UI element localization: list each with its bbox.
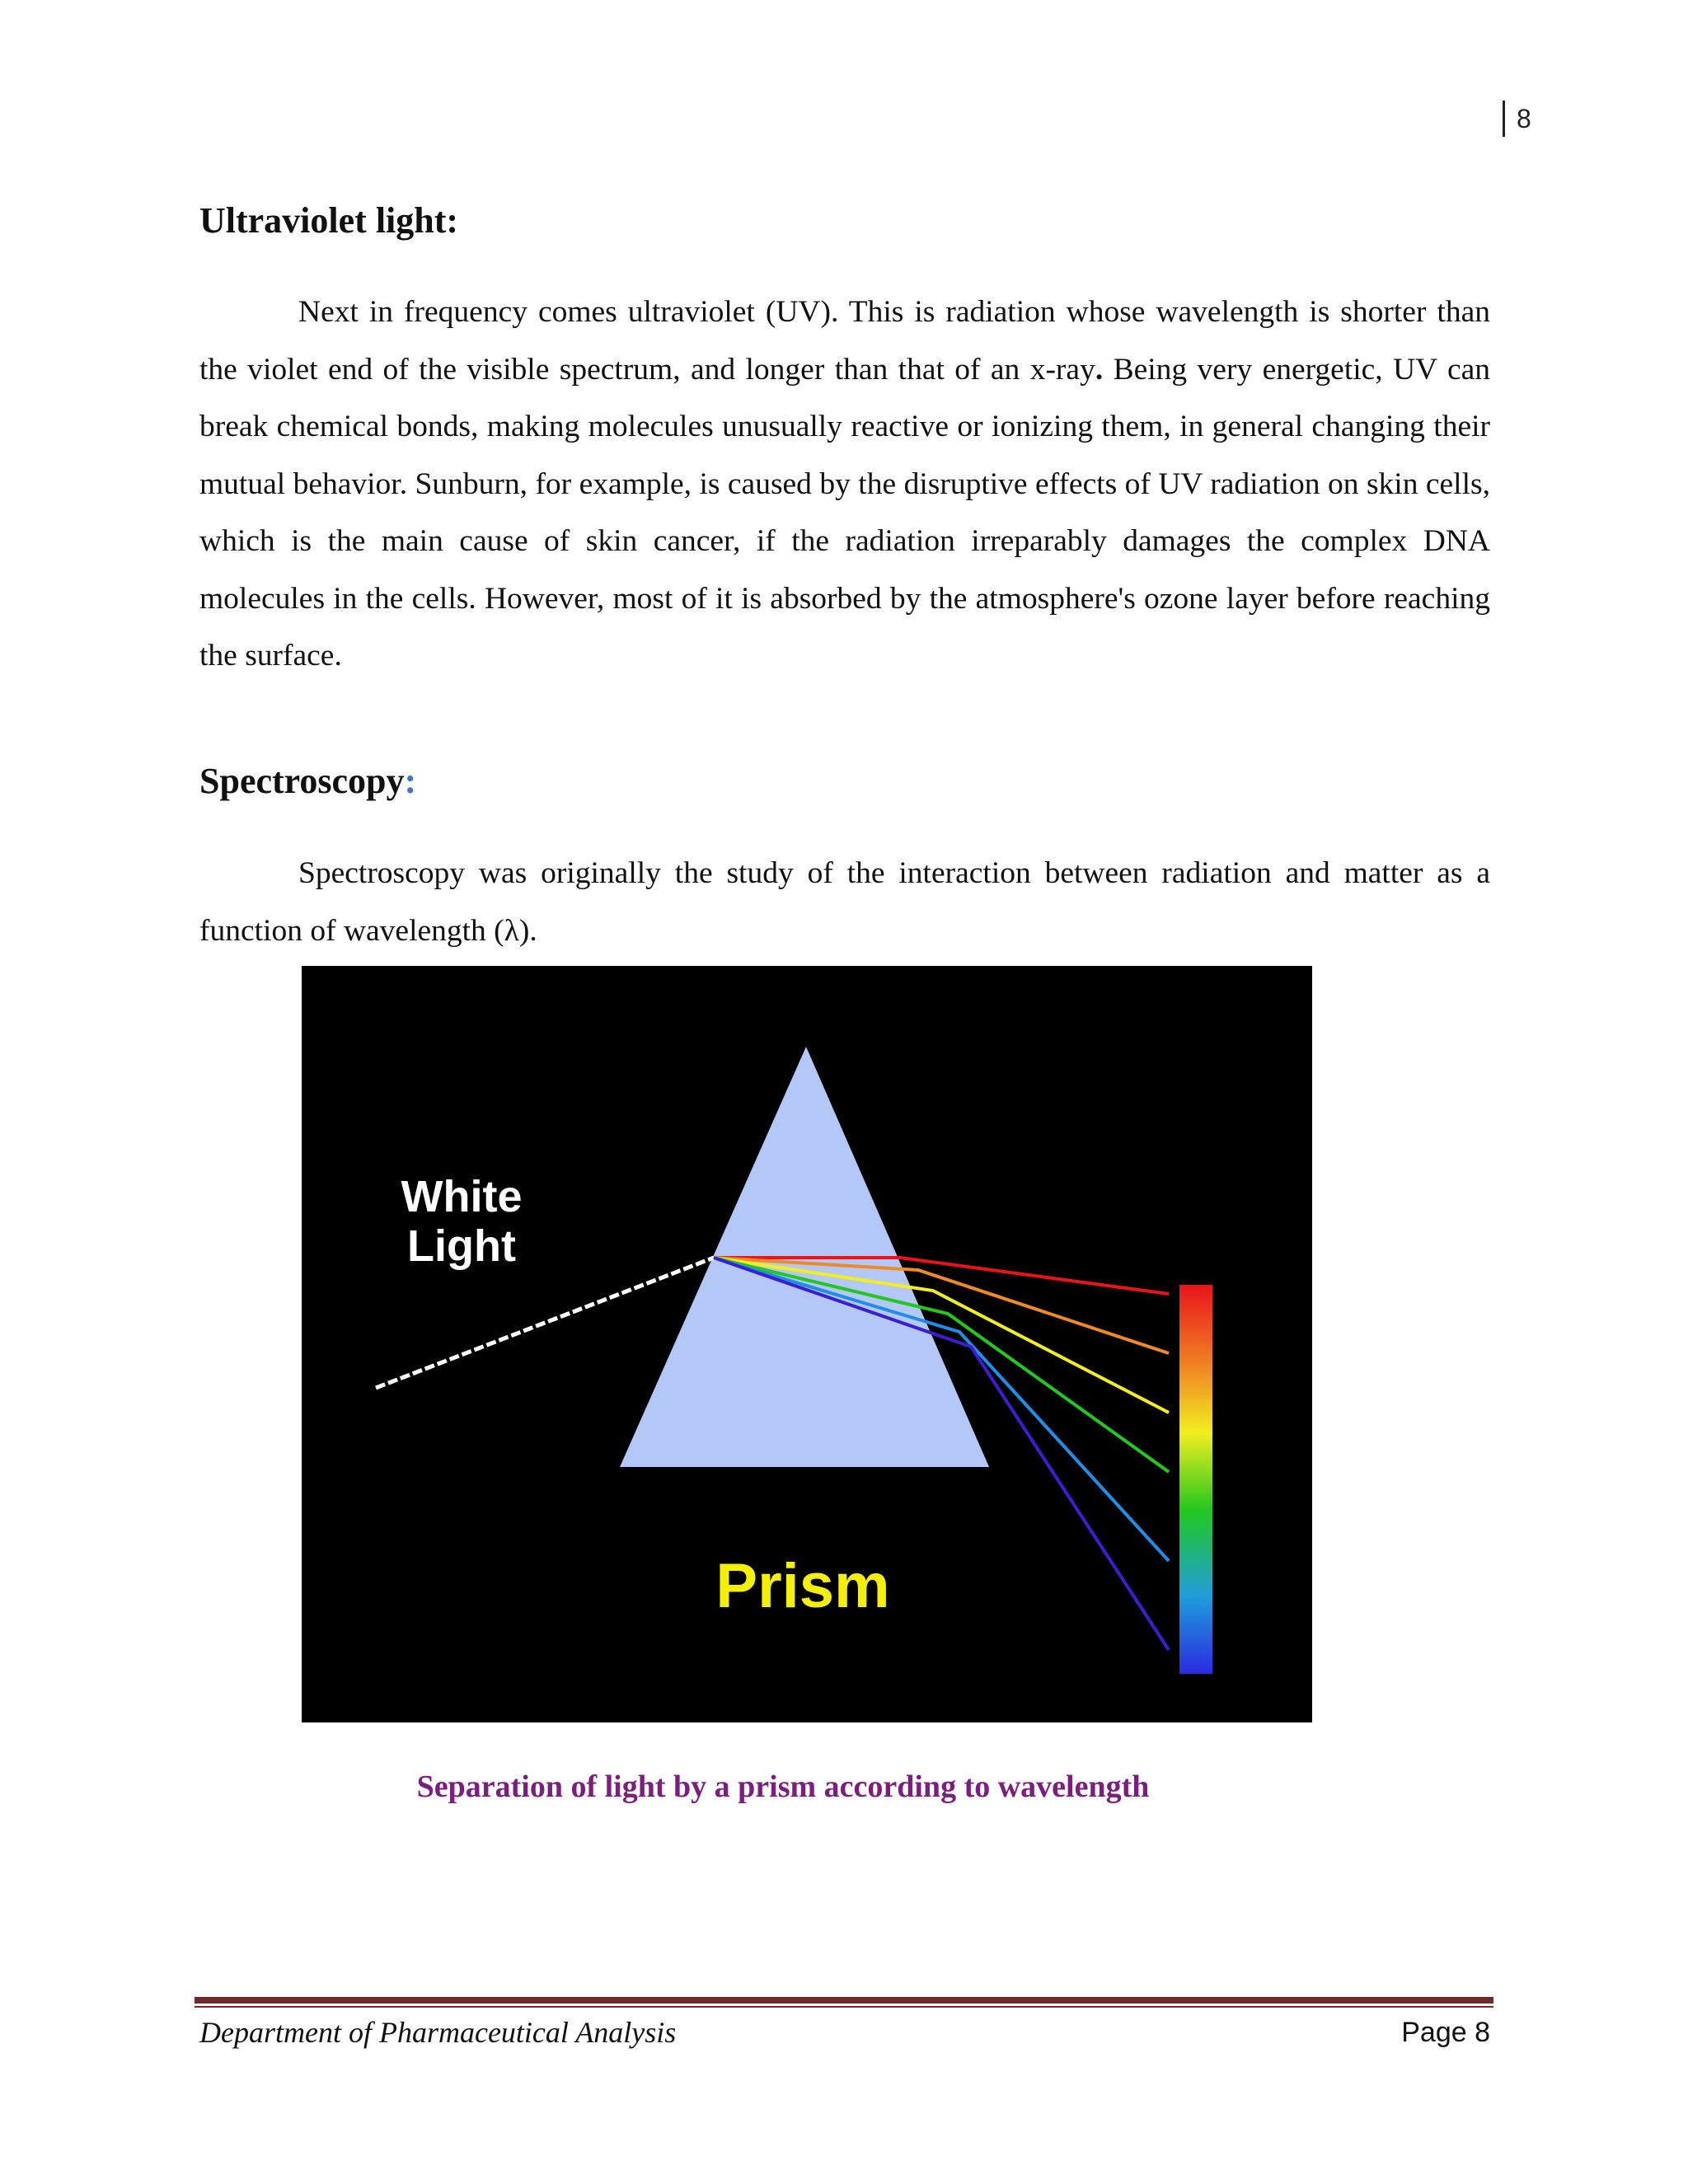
spectroscopy-section-heading — [199, 763, 416, 799]
spectroscopy-paragraph — [199, 845, 1490, 959]
uv-paragraph-part1: Next in frequency comes ultraviolet (UV). This is radiation whose wavelength is shorter than the violet end of the visible spectrum, and longer than that of an x-ray — [199, 295, 1490, 387]
uv-paragraph — [199, 284, 1490, 685]
prism-illustration — [302, 966, 1312, 1722]
figure-caption: Separation of light by a prism according to wavelength — [416, 1769, 1150, 1804]
white-label: White — [401, 1172, 523, 1221]
spectroscopy-paragraph-text: Spectroscopy was originally the study of the interaction between radiation and matter as a function of wavelength (λ). — [199, 856, 1490, 948]
footer-rule — [195, 1997, 1493, 2004]
uv-section-heading: Ultraviolet light: — [199, 200, 459, 241]
spectrum-bar — [1179, 1285, 1212, 1674]
light-label: Light — [407, 1221, 516, 1271]
footer-page-label: Page 8 — [1401, 2017, 1490, 2048]
uv-paragraph-bold-period: . — [1095, 352, 1104, 387]
header-page-number: 8 — [1503, 101, 1531, 137]
uv-paragraph-part2: Being very energetic, UV can break chemical bonds, making molecules unusually reactive or ionizing them, in general changing their mutual behavior. Sunburn, for example, is caused by the disruptive effects of UV radiation on skin cells, which is the main cause of skin cancer, if the radiation irreparably damages the complex DNA molecules in the cells. However, most of it is absorbed by the atmosphere's ozone layer before reaching the surface. — [199, 352, 1490, 673]
footer-rule-thin — [195, 2006, 1493, 2008]
footer-department: Department of Pharmaceutical Analysis — [199, 2016, 677, 2049]
spectroscopy-heading-colon: : — [404, 761, 417, 801]
prism-figure — [302, 966, 1312, 1722]
spectroscopy-heading-text: Spectroscopy — [199, 761, 405, 801]
prism-label: Prism — [715, 1551, 890, 1621]
